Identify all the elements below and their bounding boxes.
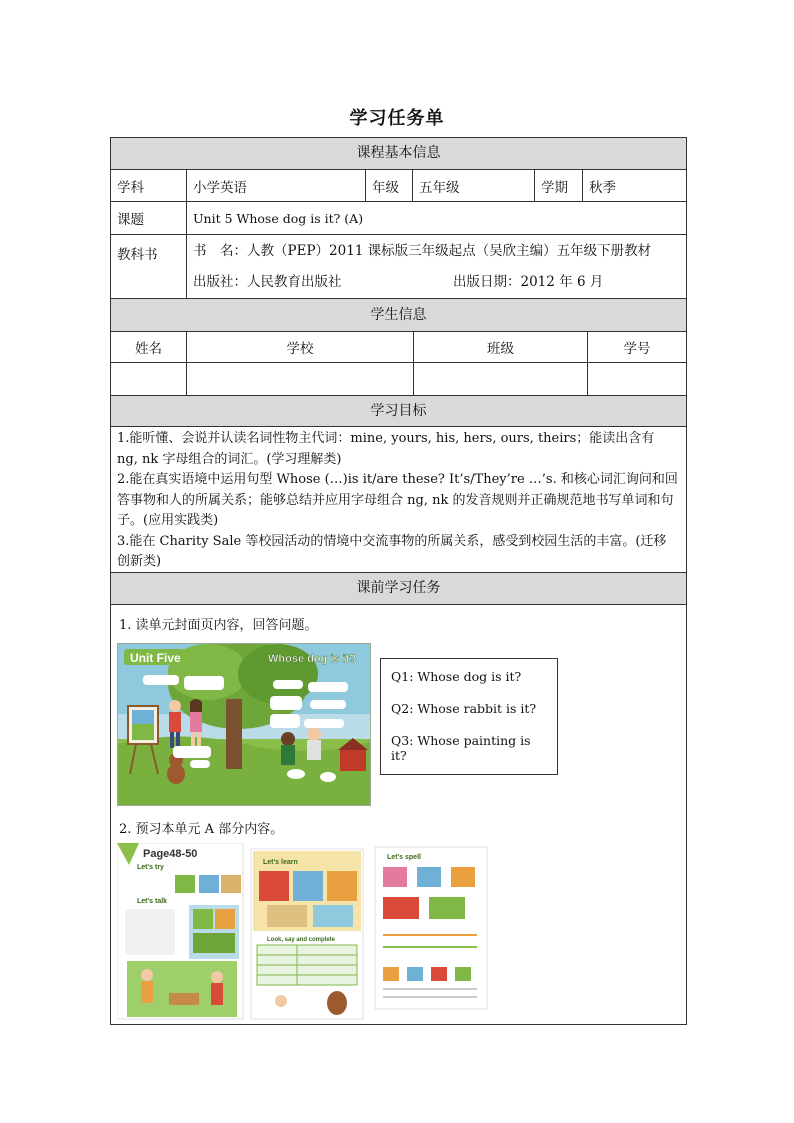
textbook-label: 教科书 (111, 235, 187, 298)
student-entry-row (111, 363, 686, 396)
topic-row (111, 202, 686, 235)
id-header: 学号 (623, 341, 651, 357)
topic-value: Unit 5 Whose dog is it? (A) (193, 210, 364, 226)
task-sheet-table (110, 137, 687, 1025)
task-1-text: 1. 读单元封面页内容，回答问题。 (119, 618, 318, 633)
textbook-value (187, 235, 686, 298)
question-3: Q3: Whose painting is it? (391, 733, 531, 763)
grade-value: 五年级 (413, 170, 535, 201)
look-say-text: Look, say and complete (267, 937, 336, 943)
question-2: Q2: Whose rabbit is it? (391, 701, 537, 716)
publish-line (193, 272, 680, 294)
textbook-row (111, 235, 686, 299)
objective-1: 1.能听懂、会说并认读名词性物主代词：mine, yours, his, hers, ours, theirs；能读出含有 ng, nk 字母组合的词汇。(学习理解类) (117, 431, 655, 467)
objective-3: 3.能在 Charity Sale 等校园活动的情境中交流事物的所属关系，感受到校园生活的丰富。(迁移创新类) (117, 533, 667, 569)
book-name: 书 名：人教（PEP）2011 课标版三年级起点（吴欣主编）五年级下册教材 (193, 243, 652, 259)
cover-heading-text: Whose dog is it? (268, 653, 356, 665)
school-field[interactable] (187, 363, 414, 395)
questions-box (380, 658, 558, 775)
class-header: 班级 (414, 332, 588, 362)
name-field[interactable] (111, 363, 187, 395)
section-objectives: 学习目标 (111, 396, 686, 427)
topic-label: 课题 (111, 202, 187, 234)
subject-value: 小学英语 (187, 170, 366, 201)
section-student-info: 学生信息 (111, 299, 686, 332)
textbook-pages-image (117, 843, 597, 1021)
publish-date: 出版日期：2012 年 6 月 (453, 274, 604, 290)
term-label: 学期 (535, 170, 583, 201)
student-header-row (111, 332, 686, 363)
lets-talk-text: Let's talk (137, 898, 168, 905)
section-basic-info: 课程基本信息 (111, 138, 686, 170)
lets-spell-text: Let's spell (387, 854, 421, 861)
section-tasks: 课前学习任务 (111, 573, 686, 605)
lets-learn-text: Let's learn (263, 859, 298, 866)
subject-label: 学科 (111, 170, 187, 201)
objective-2: 2.能在真实语境中运用句型 Whose (…)is it/are these? It’s/They’re …’s. 和核心词汇询问和回答事物和人的所属关系；能够总结并应用字母组合 ng, nk 的发音规则并正确规范地书写单词和句子。(应用实践类) (117, 472, 678, 528)
lets-try-text: Let's try (137, 864, 164, 871)
task-2-text: 2. 预习本单元 A 部分内容。 (119, 822, 284, 837)
question-1: Q1: Whose dog is it? (391, 669, 522, 684)
class-field[interactable] (414, 363, 588, 395)
cover-unit-text: Unit Five (130, 651, 181, 665)
subject-row (111, 170, 686, 202)
school-header: 学校 (187, 332, 414, 362)
id-field[interactable] (588, 363, 686, 395)
objectives-content (111, 427, 686, 573)
grade-label: 年级 (366, 170, 413, 201)
unit-cover-image (117, 643, 371, 806)
pages-range-text: Page48-50 (143, 848, 198, 860)
term-value: 秋季 (589, 179, 616, 196)
publisher: 出版社：人民教育出版社 (193, 274, 342, 290)
page-title: 学习任务单 (349, 108, 445, 129)
name-header: 姓名 (111, 332, 187, 362)
